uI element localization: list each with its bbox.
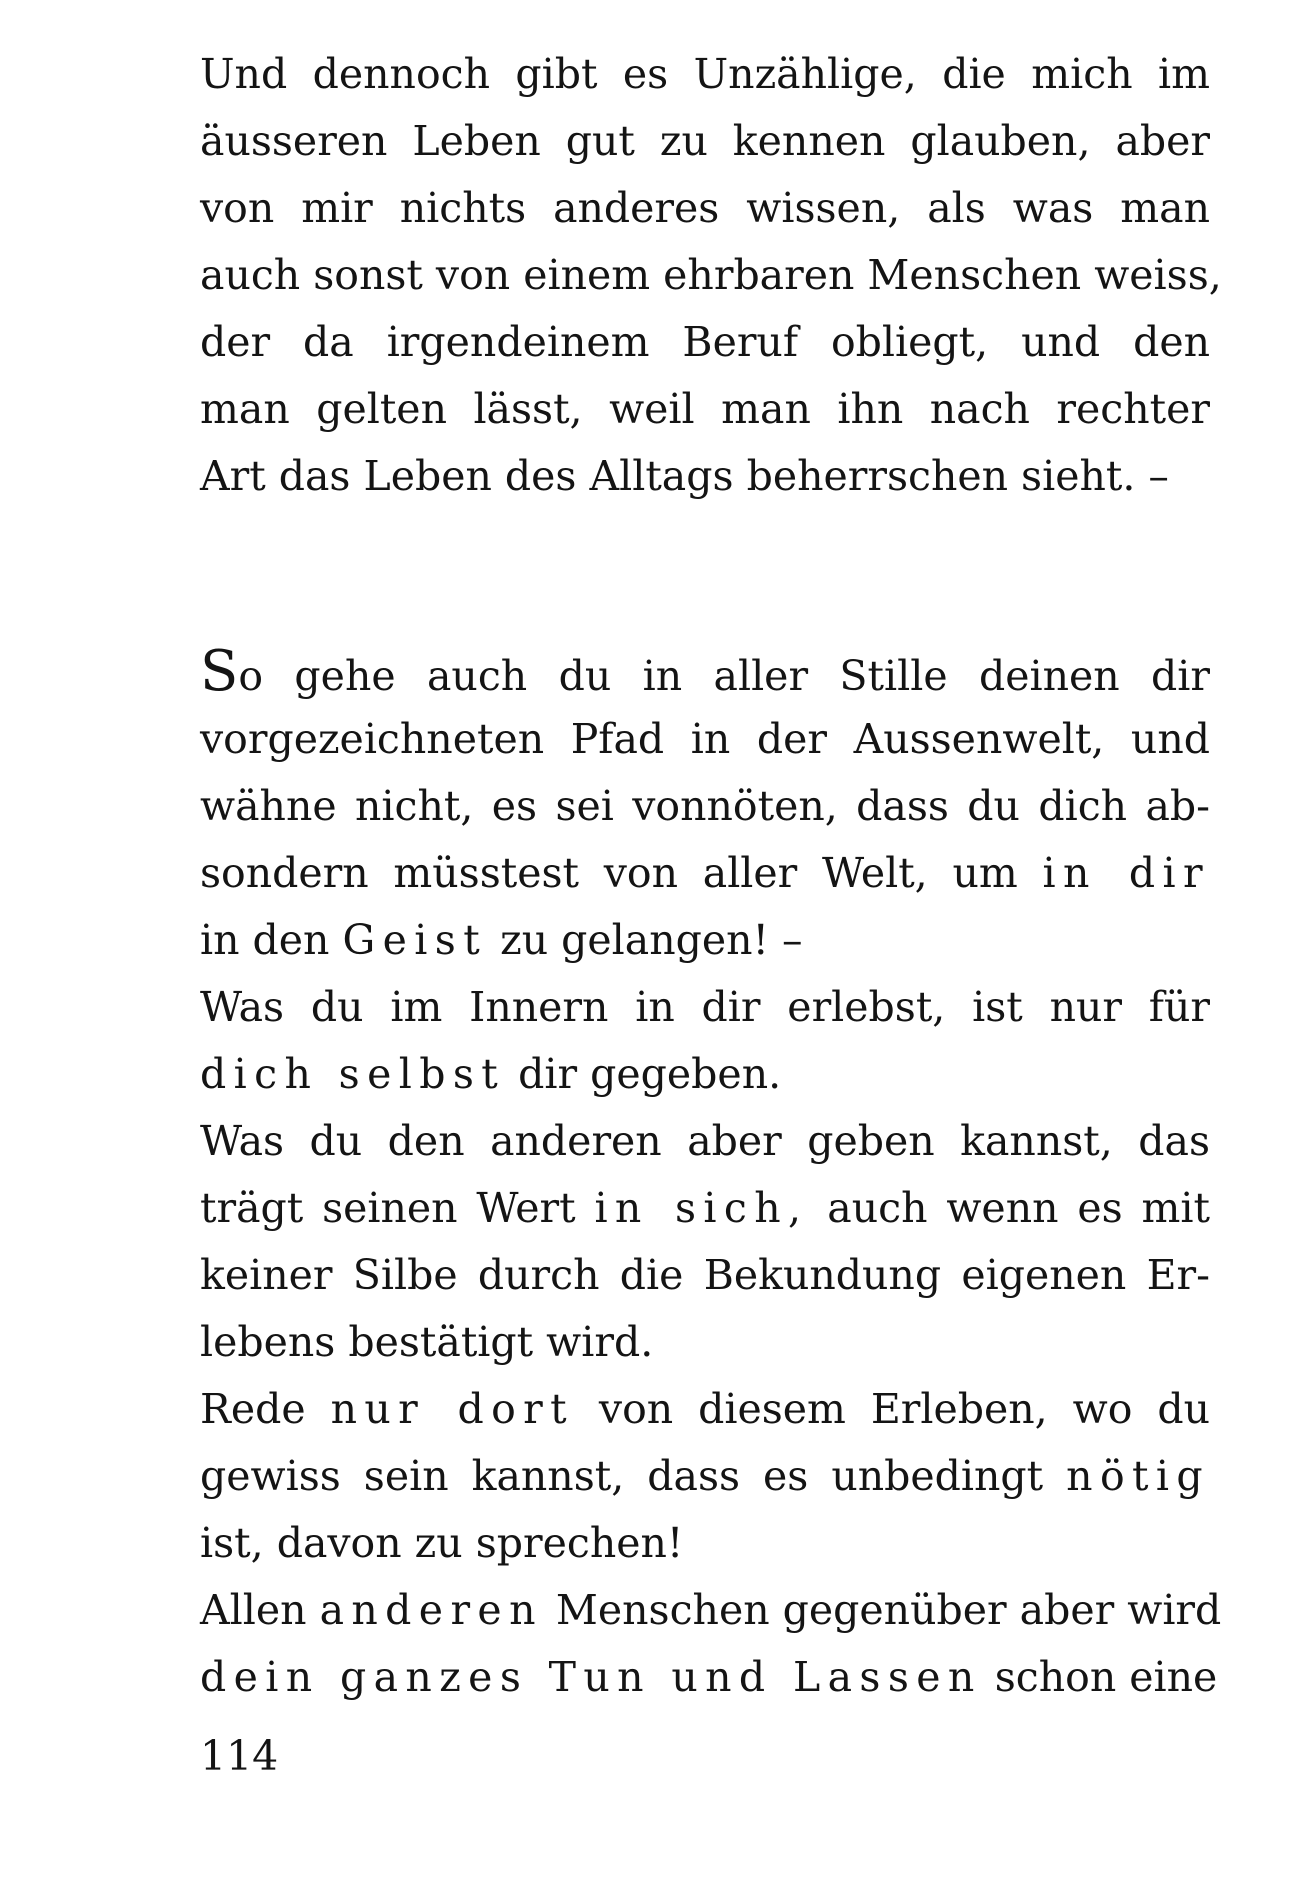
- paragraph-line: Art das Leben des Alltags beherrschen sieht. –: [200, 452, 1169, 500]
- paragraph-line: ist, davon zu sprechen!: [200, 1519, 684, 1567]
- paragraph-line: keiner Silbe durch die Bekundung eigenen Er-: [200, 1251, 1210, 1299]
- spaced-text: dich selbst: [200, 1050, 506, 1098]
- text-run: dir gegeben.: [518, 1050, 782, 1098]
- text-run: Menschen gegenüber aber wird: [555, 1586, 1222, 1634]
- paragraph-line: [200, 1576, 1222, 1644]
- paragraph-line: Und dennoch gibt es Unzählige, die mich im: [200, 50, 1210, 98]
- paragraph-line: Was du im Innern in dir erlebst, ist nur für: [200, 983, 1210, 1031]
- paragraph-line: [200, 638, 1210, 706]
- paragraph-line: [200, 1040, 1210, 1108]
- spaced-text: nötig: [1066, 1452, 1210, 1500]
- text-run: von diesem Erleben, wo du: [598, 1385, 1210, 1433]
- paragraph-line: lebens bestätigt wird.: [200, 1318, 654, 1366]
- text-run: in den: [200, 916, 330, 964]
- text-run: o gehe auch du in aller Stille deinen dir: [238, 652, 1210, 700]
- spaced-text: anderen: [319, 1586, 543, 1634]
- text-run: sondern müsstest von aller Welt, um: [200, 849, 1018, 897]
- paragraph-line: [200, 906, 1210, 974]
- spaced-text: Geist: [342, 916, 488, 964]
- text-run: trägt seinen Wert: [200, 1184, 576, 1232]
- spaced-text: in sich,: [594, 1184, 809, 1232]
- paragraph-line: auch sonst von einem ehrbaren Menschen weiss,: [200, 251, 1222, 299]
- paragraph-line: [200, 1174, 1210, 1242]
- paragraph-line: [200, 1375, 1210, 1443]
- text-run: gewiss sein kannst, dass es unbedingt: [200, 1452, 1044, 1500]
- spaced-text: nur dort: [330, 1385, 574, 1433]
- paragraph-line: vorgezeichneten Pfad in der Aussenwelt, und: [200, 715, 1210, 763]
- text-run: Allen: [200, 1586, 307, 1634]
- text-run: zu gelangen! –: [500, 916, 803, 964]
- page-number: 114: [200, 1732, 279, 1780]
- paragraph-line: Was du den anderen aber geben kannst, das: [200, 1117, 1210, 1165]
- paragraph-line: der da irgendeinem Beruf obliegt, und den: [200, 318, 1210, 366]
- paragraph-line: äusseren Leben gut zu kennen glauben, aber: [200, 117, 1210, 165]
- paragraph-line: [200, 839, 1210, 907]
- paragraph-line: [200, 1442, 1210, 1510]
- text-run: Rede: [200, 1385, 306, 1433]
- spaced-text: in dir: [1042, 849, 1210, 897]
- paragraph-line: von mir nichts anderes wissen, als was man: [200, 184, 1210, 232]
- paragraph-line: man gelten lässt, weil man ihn nach rechter: [200, 385, 1210, 433]
- text-run: auch wenn es mit: [827, 1184, 1210, 1232]
- paragraph-line: wähne nicht, es sei vonnöten, dass du dich ab-: [200, 782, 1210, 830]
- text-run: schon eine: [994, 1653, 1218, 1701]
- initial-letter: S: [200, 639, 239, 704]
- paragraph-line: [200, 1643, 1218, 1711]
- spaced-text: dein ganzes Tun und Lassen: [200, 1653, 982, 1701]
